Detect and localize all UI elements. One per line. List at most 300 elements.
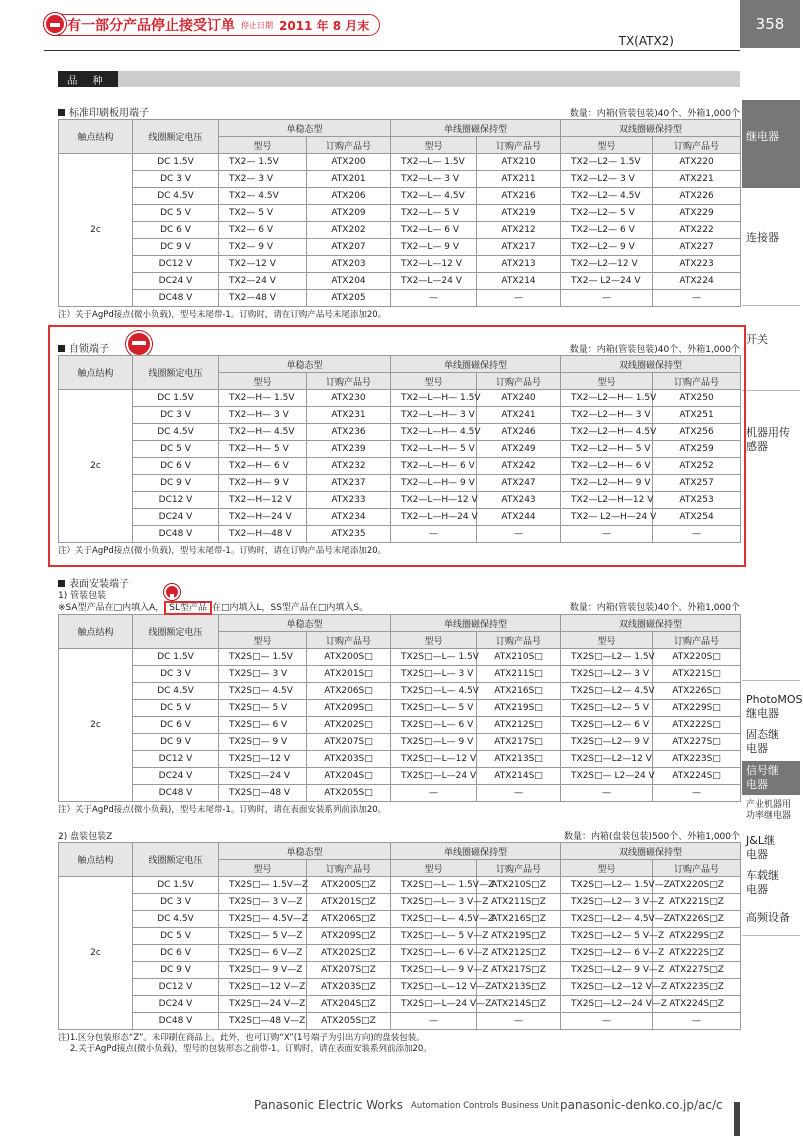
model-cell: TX2—L2— 6 V [561,222,653,239]
model-cell: TX2—L—12 V [391,256,477,273]
model-cell: TX2S□— 6 V [219,717,307,734]
model-cell: TX2— 4.5V [219,188,307,205]
model-cell: TX2S□—L2— 9 V [561,734,653,751]
table-row [59,911,741,928]
table-row [59,945,741,962]
model-cell: TX2S□—L2— 3 V [561,666,653,683]
model-cell: TX2—L—H—24 V [391,509,477,526]
order-no-cell: ATX202S□Z [307,945,391,962]
voltage-cell: DC 1.5V [133,390,219,407]
nav-switch[interactable] [742,333,800,347]
header-model: 型号 [391,860,477,877]
voltage-cell: DC 6 V [133,222,219,239]
order-no-cell: ATX220S□ [653,649,741,666]
model-cell: TX2S□—L— 4.5V [391,683,477,700]
model-cell: — [561,785,653,802]
model-cell: TX2S□— 4.5V—Z [219,911,307,928]
nav-divider [742,390,800,391]
order-no-cell: — [477,526,561,543]
model-cell: TX2—L2—H— 9 V [561,475,653,492]
footer-url[interactable]: panasonic-denko.co.jp/ac/c [560,1098,723,1112]
section-title-text: 自锁端子 [69,344,109,355]
quantity-text: 数量：内箱(管装包装)40个、外箱1,000个 [569,345,740,355]
model-cell: TX2— 6 V [219,222,307,239]
model-cell: TX2—H—24 V [219,509,307,526]
nav-item-power[interactable]: 产业机器用功率继电器 [746,800,792,821]
model-cell: TX2S□—L2— 1.5V—Z [561,877,653,894]
model-cell: TX2S□—48 V [219,785,307,802]
model-cell: TX2S□—L2— 3 V—Z [561,894,653,911]
header-voltage: 线圈额定电压 [133,356,219,390]
voltage-cell: DC48 V [133,1013,219,1030]
model-cell: TX2—H—12 V [219,492,307,509]
voltage-cell: DC 5 V [133,205,219,222]
contact-cell: 2c [59,390,133,543]
voltage-cell: DC12 V [133,751,219,768]
model-cell: TX2— L2—H—24 V [561,509,653,526]
model-cell: TX2—L—24 V [391,273,477,290]
order-no-cell: ATX219 [477,205,561,222]
square-bullet-icon [58,345,65,352]
order-no-cell: ATX211S□ [477,666,561,683]
order-no-cell: ATX213S□ [477,751,561,768]
voltage-cell: DC 1.5V [133,649,219,666]
smd-legend-a: ※SA型产品在□内填入A， [58,603,165,613]
header-voltage: 线圈额定电压 [133,120,219,154]
model-cell: TX2S□—L— 1.5V [391,649,477,666]
order-no-cell: ATX256 [653,424,741,441]
header-model: 型号 [391,137,477,154]
order-no-cell: ATX211 [477,171,561,188]
model-cell: TX2S□—L2—12 V [561,751,653,768]
order-no-cell: ATX219S□ [477,700,561,717]
order-no-cell: ATX229 [653,205,741,222]
model-cell: TX2S□—L—24 V [391,768,477,785]
header-order-no: 订购产品号 [477,137,561,154]
model-cell: TX2S□— 3 V [219,666,307,683]
voltage-cell: DC 5 V [133,928,219,945]
table-row [59,734,741,751]
model-cell: TX2—H— 4.5V [219,424,307,441]
order-no-cell: ATX246 [477,424,561,441]
header-model: 型号 [391,373,477,390]
table-row [59,717,741,734]
header-row [59,356,741,373]
order-no-cell: ATX210 [477,154,561,171]
header-model: 型号 [391,632,477,649]
voltage-cell: DC 3 V [133,666,219,683]
order-no-cell: ATX230 [307,390,391,407]
table-row [59,188,741,205]
nav-item-signal[interactable]: 信号继电器 [742,761,782,792]
nav-photomos[interactable] [742,693,803,721]
nav-ssr[interactable] [742,728,782,756]
nav-item-ssr[interactable]: 固态继电器 [746,728,779,755]
model-cell: TX2S□—L2—12 V—Z [561,979,653,996]
order-no-cell: ATX200S□Z [307,877,391,894]
model-cell: TX2S□— 4.5V [219,683,307,700]
header-double-latch: 双线圈磁保持型 [561,356,741,373]
footer-unit: Automation Controls Business Unit [411,1101,559,1111]
model-cell: — [391,526,477,543]
order-no-cell: ATX213S□Z [477,979,561,996]
order-no-cell: ATX205 [307,290,391,307]
order-no-cell: ATX214S□Z [477,996,561,1013]
nav-connector[interactable] [742,231,800,245]
model-cell: TX2S□—24 V [219,768,307,785]
voltage-cell: DC48 V [133,785,219,802]
model-cell: TX2—L2— 9 V [561,239,653,256]
order-no-cell: ATX257 [653,475,741,492]
order-no-cell: ATX240 [477,390,561,407]
nav-item-switch[interactable]: 开关 [746,333,768,346]
model-cell: TX2—24 V [219,273,307,290]
model-cell: TX2S□—L— 6 V [391,717,477,734]
order-no-cell: ATX206 [307,188,391,205]
header-single-latch: 单线圈磁保持型 [391,615,561,632]
nav-item-rf[interactable]: 高频设备 [746,911,790,924]
voltage-cell: DC 9 V [133,734,219,751]
order-no-cell: ATX210S□Z [477,877,561,894]
header-rule [44,50,740,51]
order-no-cell: ATX233 [307,492,391,509]
voltage-cell: DC 4.5V [133,911,219,928]
voltage-cell: DC 3 V [133,171,219,188]
order-no-cell: ATX237 [307,475,391,492]
model-cell: TX2S□—L2— 5 V [561,700,653,717]
quantity-text: 数量：内箱(管装包装)40个、外箱1,000个 [569,109,740,119]
order-no-cell: ATX203S□Z [307,979,391,996]
order-no-cell: ATX207 [307,239,391,256]
order-no-cell: ATX224S□ [653,768,741,785]
nav-item-connector[interactable]: 连接器 [746,231,779,244]
order-no-cell: ATX201S□ [307,666,391,683]
footer-bar [734,1102,740,1136]
order-no-cell: ATX205S□Z [307,1013,391,1030]
table-row [59,894,741,911]
model-cell: TX2S□— 5 V [219,700,307,717]
order-no-cell: ATX202S□ [307,717,391,734]
model-cell: TX2S□—48 V—Z [219,1013,307,1030]
model-cell: TX2S□—12 V—Z [219,979,307,996]
nav-item-auto[interactable]: 车载继电器 [746,869,779,896]
contact-cell: 2c [59,877,133,1030]
order-no-cell: ATX212S□Z [477,945,561,962]
quantity-text: 数量：内箱(盘装包装)500个、外箱1,000个 [564,832,740,842]
nav-divider [742,935,800,936]
section-title-text: 标准印刷板用端子 [69,108,149,119]
order-no-cell: ATX224S□Z [653,996,741,1013]
smd-legend [58,602,368,614]
table-row [59,492,741,509]
voltage-cell: DC48 V [133,290,219,307]
model-cell: TX2—L—H— 9 V [391,475,477,492]
table-row [59,649,741,666]
order-no-cell: — [477,1013,561,1030]
voltage-cell: DC12 V [133,979,219,996]
order-no-cell: ATX235 [307,526,391,543]
order-no-cell: ATX217 [477,239,561,256]
table-row [59,785,741,802]
contact-cell: 2c [59,649,133,802]
order-no-cell: ATX204S□Z [307,996,391,1013]
smd-legend-c: 在□内填入L，SS型产品在□内填入S。 [211,603,369,613]
table-row [59,979,741,996]
order-no-cell: ATX200S□ [307,649,391,666]
order-no-cell: — [653,290,741,307]
model-cell: — [561,290,653,307]
voltage-cell: DC12 V [133,492,219,509]
header-contact: 触点结构 [59,120,133,154]
order-no-cell: ATX205S□ [307,785,391,802]
table-row [59,509,741,526]
model-cell: TX2—L—H— 5 V [391,441,477,458]
model-cell: TX2— 1.5V [219,154,307,171]
order-no-cell: ATX249 [477,441,561,458]
order-no-cell: ATX232 [307,458,391,475]
section-bar [58,71,740,87]
table-row [59,1013,741,1030]
order-no-cell: ATX227S□ [653,734,741,751]
order-no-cell: ATX203S□ [307,751,391,768]
section-title [58,340,109,355]
nav-divider [742,680,800,681]
model-cell: TX2S□—L2—24 V—Z [561,996,653,1013]
model-cell: TX2S□—24 V—Z [219,996,307,1013]
model-cell: TX2—L— 6 V [391,222,477,239]
order-no-cell: ATX221S□Z [653,894,741,911]
order-no-cell: ATX206S□ [307,683,391,700]
header-model: 型号 [561,632,653,649]
order-no-cell: ATX222 [653,222,741,239]
section-label: 品 种 [58,71,118,87]
header-order-no: 订购产品号 [653,137,741,154]
order-no-cell: ATX222S□Z [653,945,741,962]
spec-table [58,614,741,802]
voltage-cell: DC 3 V [133,407,219,424]
section-title [58,575,129,590]
model-cell: TX2S□—L— 5 V [391,700,477,717]
model-cell: TX2S□—L— 9 V—Z [391,962,477,979]
nav-item-jl[interactable]: J&L继电器 [746,834,775,861]
voltage-cell: DC12 V [133,256,219,273]
model-cell: TX2—L2— 5 V [561,205,653,222]
order-no-cell: ATX226S□ [653,683,741,700]
product-code: TX(ATX2) [618,34,674,48]
model-cell: TX2— L2—24 V [561,273,653,290]
model-cell: TX2—L2— 1.5V [561,154,653,171]
model-cell: TX2—L—H— 1.5V [391,390,477,407]
order-no-cell: ATX207S□ [307,734,391,751]
order-no-cell: ATX211S□Z [477,894,561,911]
nav-auto[interactable] [742,869,782,897]
square-bullet-icon [58,580,65,587]
model-cell: TX2—48 V [219,290,307,307]
footer-brand: Panasonic Electric Works [254,1098,403,1112]
order-no-cell: ATX224 [653,273,741,290]
model-cell: TX2—L—H— 3 V [391,407,477,424]
model-cell: TX2—H— 5 V [219,441,307,458]
order-no-cell: ATX236 [307,424,391,441]
voltage-cell: DC24 V [133,273,219,290]
model-cell: TX2S□—L2— 6 V—Z [561,945,653,962]
table-row [59,877,741,894]
model-cell: TX2—L2— 4.5V [561,188,653,205]
model-cell: TX2—L— 5 V [391,205,477,222]
table-note: 注）关于AgPd接点(微小负载)，型号末尾带-1。订购时，请在表面安装系列前添加20。 [58,805,387,815]
header-row [59,843,741,860]
model-cell: TX2—L— 3 V [391,171,477,188]
banner-title: 有一部分产品停止接受订单 [67,18,235,34]
header-model: 型号 [561,860,653,877]
order-no-cell: ATX227S□Z [653,962,741,979]
order-no-cell: — [653,785,741,802]
header-order-no: 订购产品号 [307,860,391,877]
model-cell: TX2S□—L— 4.5V—Z [391,911,477,928]
voltage-cell: DC24 V [133,996,219,1013]
nav-item-sensor[interactable]: 机器用传感器 [746,426,790,453]
section-title-text: 表面安装端子 [69,579,129,590]
voltage-cell: DC 6 V [133,717,219,734]
order-no-cell: — [477,290,561,307]
header-single-latch: 单线圈磁保持型 [391,843,561,860]
voltage-cell: DC 1.5V [133,877,219,894]
header-order-no: 订购产品号 [653,632,741,649]
header-row [59,120,741,137]
table-row [59,666,741,683]
order-no-cell: ATX242 [477,458,561,475]
header-double-latch: 双线圈磁保持型 [561,615,741,632]
model-cell: TX2S□—L2— 1.5V [561,649,653,666]
discontinue-banner [44,14,380,36]
table-row [59,273,741,290]
nav-item-photomos[interactable]: PhotoMOS继电器 [746,693,803,720]
order-no-cell: — [653,1013,741,1030]
order-no-cell: ATX212S□ [477,717,561,734]
header-model: 型号 [219,860,307,877]
model-cell: TX2S□— 9 V—Z [219,962,307,979]
nav-signal[interactable] [742,761,800,795]
order-no-cell: — [653,526,741,543]
header-contact: 触点结构 [59,356,133,390]
table-row [59,239,741,256]
contact-cell: 2c [59,154,133,307]
header-row [59,615,741,632]
order-no-cell: ATX252 [653,458,741,475]
model-cell: TX2— 5 V [219,205,307,222]
page-footer [0,1088,800,1118]
model-cell: TX2S□—L—24 V—Z [391,996,477,1013]
order-no-cell: ATX226 [653,188,741,205]
section-self-clinching [58,339,740,557]
table-row [59,996,741,1013]
model-cell: TX2S□—12 V [219,751,307,768]
nav-power[interactable] [742,800,798,822]
model-cell: TX2—L—H— 4.5V [391,424,477,441]
order-no-cell: ATX210S□ [477,649,561,666]
section-title-row [58,826,740,842]
order-no-cell: ATX223 [653,256,741,273]
model-cell: TX2—H—48 V [219,526,307,543]
header-single-latch: 单线圈磁保持型 [391,120,561,137]
model-cell: TX2S□—L2— 6 V [561,717,653,734]
order-no-cell: ATX219S□Z [477,928,561,945]
subsection-title: 1) 管装包装 [58,591,107,601]
table-row [59,683,741,700]
nav-sensor[interactable] [742,426,790,454]
spec-table [58,119,741,307]
model-cell: TX2— 3 V [219,171,307,188]
header-single-stable: 单稳态型 [219,615,391,632]
header-contact: 触点结构 [59,615,133,649]
order-no-cell: ATX209 [307,205,391,222]
header-double-latch: 双线圈磁保持型 [561,843,741,860]
voltage-cell: DC 4.5V [133,683,219,700]
header-model: 型号 [219,137,307,154]
header-order-no: 订购产品号 [477,632,561,649]
order-no-cell: ATX216S□ [477,683,561,700]
order-no-cell: ATX241 [477,407,561,424]
voltage-cell: DC 6 V [133,945,219,962]
smd-legend-row [58,602,740,614]
header-single-latch: 单线圈磁保持型 [391,356,561,373]
table-row [59,526,741,543]
model-cell: — [391,785,477,802]
order-no-cell: ATX254 [653,509,741,526]
model-cell: TX2S□—L— 5 V—Z [391,928,477,945]
section-title: 2) 盘装包装Z [58,832,113,842]
order-no-cell: ATX227 [653,239,741,256]
header-single-stable: 单稳态型 [219,120,391,137]
order-no-cell: ATX251 [653,407,741,424]
model-cell: TX2S□—L— 3 V [391,666,477,683]
order-no-cell: ATX239 [307,441,391,458]
header-order-no: 订购产品号 [307,373,391,390]
model-cell: TX2—L—H—12 V [391,492,477,509]
model-cell: TX2— 9 V [219,239,307,256]
model-cell: TX2S□—L— 1.5V—Z [391,877,477,894]
voltage-cell: DC 4.5V [133,188,219,205]
table-row [59,700,741,717]
model-cell: TX2S□—L2— 4.5V [561,683,653,700]
model-cell: TX2—L2— 3 V [561,171,653,188]
section-smd [58,578,740,816]
model-cell: TX2—L2—H— 3 V [561,407,653,424]
table-row [59,205,741,222]
order-no-cell: ATX229S□Z [653,928,741,945]
order-no-cell: ATX201S□Z [307,894,391,911]
nav-jl[interactable] [742,834,782,862]
banner-small: 停止日期 [241,20,273,30]
table-row [59,222,741,239]
nav-item-relay[interactable]: 继电器 [742,100,800,144]
nav-relay[interactable] [742,100,800,188]
model-cell: TX2—H— 3 V [219,407,307,424]
order-no-cell: ATX234 [307,509,391,526]
model-cell: TX2—H— 1.5V [219,390,307,407]
model-cell: TX2S□— L2—24 V [561,768,653,785]
order-no-cell: ATX223S□ [653,751,741,768]
model-cell: TX2—L—H— 6 V [391,458,477,475]
spec-table [58,355,741,543]
order-no-cell: ATX214 [477,273,561,290]
table-note: 注)1.区分包装形态“Z”。未印刷在商品上。此外，也可订购“X”(1号端子为引出方向)的盘装包装。 [58,1033,425,1043]
header-double-latch: 双线圈磁保持型 [561,120,741,137]
nav-rf[interactable] [742,911,800,925]
table-row [59,290,741,307]
table-row [59,256,741,273]
order-no-cell: ATX231 [307,407,391,424]
